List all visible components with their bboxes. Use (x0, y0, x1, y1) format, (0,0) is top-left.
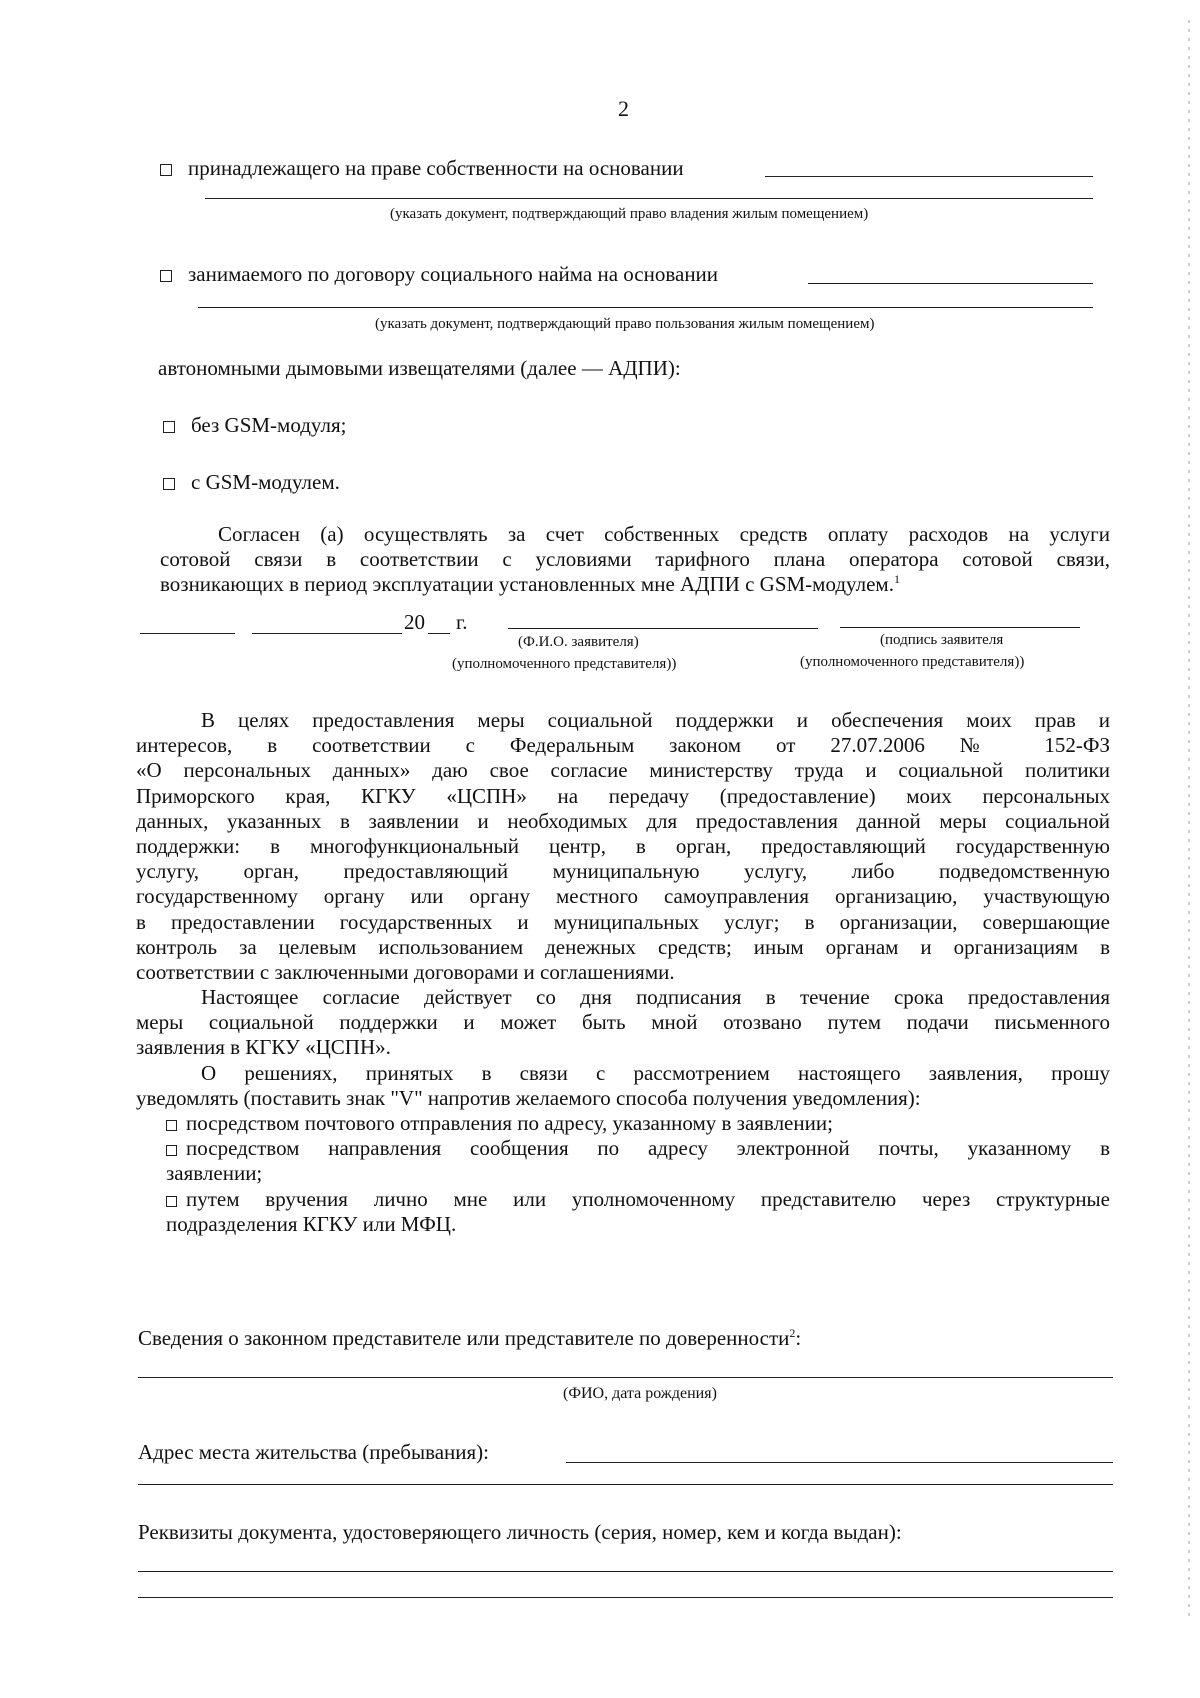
date-year-suffix: г. (456, 610, 468, 634)
date-month-field[interactable] (252, 633, 402, 634)
social-rent-checkbox[interactable] (160, 270, 172, 282)
id-document-label: Реквизиты документа, удостоверяющего личность (серия, номер, кем и когда выдан): (138, 1520, 902, 1544)
id-document-field-2[interactable] (138, 1597, 1113, 1598)
social-rent-document-field[interactable] (198, 307, 1093, 308)
consent-paragraph (136, 708, 1110, 1237)
no-gsm-checkbox[interactable] (163, 421, 175, 433)
notify-email-continued: заявлении; (166, 1161, 263, 1186)
notify-post-checkbox[interactable] (166, 1120, 177, 1131)
validity-line: меры социальной поддержки и может быть мной отозвано путем подачи письменного (136, 1010, 1110, 1035)
page-number: 2 (618, 96, 629, 121)
consent-line: государственному органу или органу местного самоуправления организацию, участвующую (136, 884, 1110, 909)
representative-hint: (ФИО, дата рождения) (563, 1385, 717, 1402)
representative-fio-field[interactable] (138, 1377, 1113, 1378)
consent-line: интересов, в соответствии с Федеральным законом от 27.07.2006 № 152-ФЗ (136, 733, 1110, 758)
ownership-label: принадлежащего на праве собственности на основании (188, 156, 684, 180)
address-field[interactable] (566, 1462, 1113, 1463)
fio-label-representative: (уполномоченного представителя)) (452, 656, 677, 672)
applicant-fio-field[interactable] (508, 628, 818, 629)
signature-label: (подпись заявителя (880, 632, 1004, 648)
agreement-line: возникающих в период эксплуатации установленных мне АДПИ с GSM-модулем. (160, 572, 894, 597)
notification-line: О решениях, принятых в связи с рассмотрением настоящего заявления, прошу (201, 1060, 1110, 1085)
agreement-line-last (160, 572, 1110, 597)
notify-option-post (136, 1111, 1110, 1136)
notify-personal-checkbox[interactable] (166, 1196, 177, 1207)
agreement-line: сотовой связи в соответствии с условиями тарифного плана оператора сотовой связи, (160, 547, 1110, 572)
ownership-hint: (указать документ, подтверждающий право владения жилым помещением) (390, 206, 869, 222)
applicant-signature-field[interactable] (840, 627, 1080, 628)
notify-email-label: посредством направления сообщения по адресу электронной почты, указанному в (186, 1136, 1110, 1161)
notify-option-personal (136, 1187, 1110, 1212)
ownership-row (160, 156, 684, 181)
social-rent-row (160, 262, 718, 287)
representative-label-row (138, 1326, 801, 1351)
consent-line: соответствии с заключенными договорами и соглашениями. (136, 959, 675, 984)
date-year-field[interactable] (428, 633, 450, 634)
consent-line: «О персональных данных» даю свое согласие министерству труда и социальной политики (136, 758, 1110, 783)
detector-option-gsm (163, 470, 340, 495)
consent-line: контроль за целевым использованием денежных средств; иным органам и организациям в (136, 934, 1110, 959)
notify-option-email (136, 1136, 1110, 1161)
address-label: Адрес места жительства (пребывания): (138, 1440, 490, 1464)
agreement-line: Согласен (а) осуществлять за счет собственных средств оплату расходов на услуги (218, 522, 1110, 546)
scan-edge-marks (1188, 20, 1190, 1620)
validity-line: заявления в КГКУ «ЦСПН». (136, 1035, 391, 1060)
ownership-checkbox[interactable] (160, 164, 172, 176)
notify-email-checkbox[interactable] (166, 1145, 177, 1156)
consent-line: в предоставлении государственных и муниципальных услуг; в организации, совершающие (136, 909, 1110, 934)
consent-line: услугу, орган, предоставляющий муниципальную услугу, либо подведомственную (136, 859, 1110, 884)
footnote-1-mark: 1 (893, 572, 900, 587)
detectors-intro: автономными дымовыми извещателями (далее — АДПИ): (158, 356, 681, 380)
social-rent-label: занимаемого по договору социального найма на основании (188, 262, 719, 286)
id-document-field-1[interactable] (138, 1571, 1113, 1572)
representative-colon: : (795, 1326, 802, 1350)
consent-line: поддержки: в многофункциональный центр, в орган, предоставляющий государственную (136, 833, 1110, 858)
gsm-label: с GSM-модулем. (191, 470, 340, 494)
ownership-document-field[interactable] (205, 198, 1093, 199)
validity-line: Настоящее согласие действует со дня подписания в течение срока предоставления (201, 985, 1110, 1010)
gsm-checkbox[interactable] (163, 478, 175, 490)
representative-label: Сведения о законном представителе или представителе по доверенности (138, 1326, 790, 1350)
consent-line: данных, указанных в заявлении и необходимых для предоставления данной меры социальной (136, 808, 1110, 833)
consent-line: В целях предоставления меры социальной поддержки и обеспечения моих прав и (201, 708, 1110, 732)
notify-post-label: посредством почтового отправления по адресу, указанному в заявлении; (186, 1111, 833, 1135)
address-field-continued[interactable] (138, 1484, 1113, 1485)
date-year-prefix: 20 (404, 610, 425, 634)
social-rent-basis-field[interactable] (808, 283, 1093, 284)
consent-line: Приморского края, КГКУ «ЦСПН» на передачу (предоставление) моих персональных (136, 783, 1110, 808)
signature-label-representative: (уполномоченного представителя)) (800, 654, 1025, 670)
notify-personal-continued: подразделения КГКУ или МФЦ. (166, 1211, 457, 1236)
fio-label: (Ф.И.О. заявителя) (518, 634, 639, 650)
ownership-basis-field[interactable] (765, 176, 1093, 177)
detector-option-no-gsm (163, 413, 346, 438)
agreement-paragraph (160, 522, 1110, 598)
footnote-2-mark: 2 (789, 1326, 796, 1340)
notify-personal-label: путем вручения лично мне или уполномоченному представителю через структурные (186, 1186, 1110, 1211)
no-gsm-label: без GSM-модуля; (191, 413, 347, 437)
date-day-field[interactable] (140, 633, 235, 634)
social-rent-hint: (указать документ, подтверждающий право пользования жилым помещением) (375, 316, 875, 332)
notification-line: уведомлять (поставить знак "V" напротив желаемого способа получения уведомления): (136, 1085, 921, 1110)
